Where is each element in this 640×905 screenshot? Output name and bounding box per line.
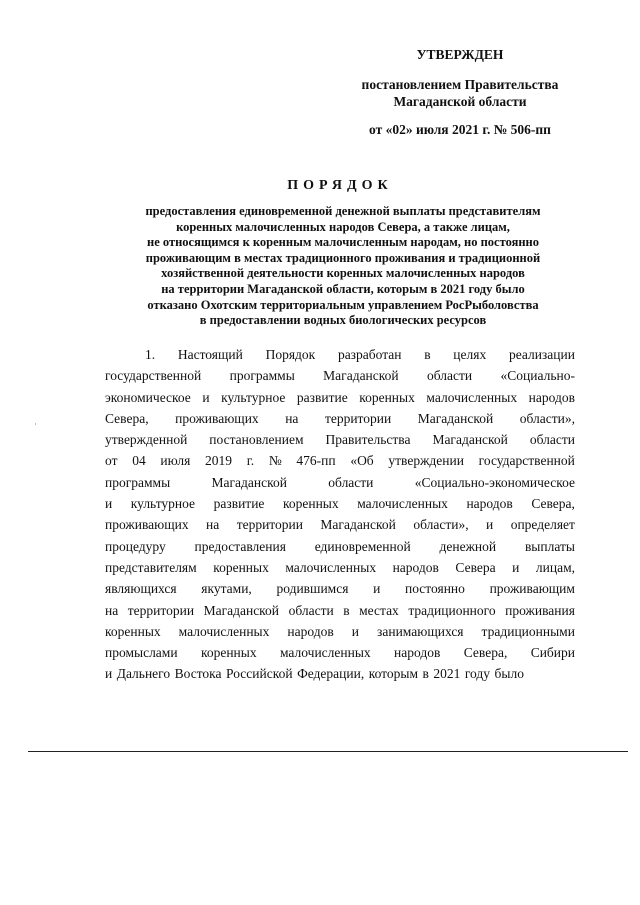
paragraph-word: Севера, xyxy=(531,496,575,512)
paragraph-line xyxy=(105,578,575,599)
paragraph-word: Правительства xyxy=(325,432,411,448)
paragraph-word: Дальнего xyxy=(116,666,171,682)
paragraph-word: № xyxy=(268,453,282,469)
paragraph-word: июля xyxy=(160,453,191,469)
subtitle-line: проживающим в местах традиционного проживания и традиционной xyxy=(145,250,541,265)
paragraph-word: представителям xyxy=(105,559,197,575)
paragraph-word: предоставления xyxy=(194,538,286,554)
paragraph-word: проживающих xyxy=(105,517,189,533)
paragraph-word: области xyxy=(529,432,575,448)
approval-heading: УТВЕРЖДЕН xyxy=(416,47,504,62)
paragraph-word: 2019 xyxy=(205,453,233,469)
paragraph-word: в xyxy=(343,602,350,618)
subtitle-line: на территории Магаданской области, которым в 2021 году было xyxy=(161,281,525,296)
paragraph-word: и xyxy=(105,666,113,682)
paragraph-word: 476-пп xyxy=(296,453,336,469)
paragraph-word: народов xyxy=(287,623,334,639)
scan-speck xyxy=(35,423,36,425)
paragraph-word: традиционного xyxy=(408,602,496,618)
paragraph-line xyxy=(105,493,575,514)
paragraph-word: местах xyxy=(359,602,399,618)
paragraph-line xyxy=(105,621,575,642)
paragraph-word: на xyxy=(206,517,220,533)
paragraph-line xyxy=(105,429,575,450)
paragraph-word: культурное xyxy=(130,496,196,512)
paragraph-line xyxy=(105,642,575,663)
paragraph-word: постановлением xyxy=(209,432,304,448)
paragraph-word: программы xyxy=(229,368,295,384)
paragraph-line xyxy=(105,387,575,408)
paragraph-line xyxy=(105,514,575,535)
document-body-paragraph xyxy=(105,344,575,685)
paragraph-word: проживающих xyxy=(175,410,259,426)
paragraph-word: Федерации, xyxy=(297,666,365,682)
paragraph-word: Магаданской xyxy=(432,432,508,448)
paragraph-word: Востока xyxy=(174,666,222,682)
paragraph-word: государственной xyxy=(478,453,575,469)
paragraph-word: развитие xyxy=(213,496,265,512)
paragraph-word: утвержденной xyxy=(105,432,188,448)
paragraph-word: родившимся xyxy=(276,581,349,597)
paragraph-word: Настоящий xyxy=(177,347,243,362)
paragraph-word: области», xyxy=(413,517,469,533)
paragraph-word: области xyxy=(328,474,374,490)
paragraph-word: Магаданской xyxy=(320,517,396,533)
paragraph-word: народов xyxy=(528,389,575,405)
paragraph-word: области», xyxy=(519,410,575,426)
paragraph-word: коренных xyxy=(200,645,257,661)
paragraph-line xyxy=(105,557,575,578)
paragraph-word: Севера, xyxy=(105,410,149,426)
paragraph-word: Сибири xyxy=(530,645,575,661)
paragraph-word: разработан xyxy=(337,347,402,362)
paragraph-word: которым xyxy=(368,666,418,682)
paragraph-word: г. xyxy=(246,453,255,469)
paragraph-word: определяет xyxy=(510,517,575,533)
approval-block xyxy=(330,46,590,138)
paragraph-word: развитие xyxy=(296,389,348,405)
paragraph-line xyxy=(105,472,575,493)
paragraph-word: в xyxy=(422,666,429,682)
document-subtitle xyxy=(105,204,581,329)
paragraph-word: постоянно xyxy=(404,581,465,597)
paragraph-word: малочисленных xyxy=(178,623,270,639)
paragraph-word: области xyxy=(288,602,334,618)
paragraph-word: 1. xyxy=(145,347,156,362)
paragraph-line xyxy=(105,344,575,365)
subtitle-line: в предоставлении водных биологических ресурсов xyxy=(199,313,487,328)
paragraph-word: и xyxy=(202,389,210,405)
paragraph-word: лицам, xyxy=(535,559,575,575)
paragraph-word: 04 xyxy=(132,453,146,469)
paragraph-word: Севера xyxy=(455,559,496,575)
paragraph-word: народов xyxy=(392,559,439,575)
paragraph-word: Севера, xyxy=(463,645,508,661)
paragraph-word: Магаданской xyxy=(417,410,494,426)
paragraph-word: проживания xyxy=(505,602,575,618)
subtitle-line: коренных малочисленных народов Севера, а также лицам, xyxy=(176,219,510,234)
paragraph-word: целях xyxy=(453,347,487,362)
paragraph-word: выплаты xyxy=(524,538,575,554)
subtitle-line: хозяйственной деятельности коренных малочисленных народов xyxy=(161,266,525,281)
paragraph-word: малочисленных xyxy=(279,645,371,661)
paragraph-line xyxy=(105,663,575,684)
paragraph-line xyxy=(105,536,575,557)
paragraph-word: государственной xyxy=(105,368,202,384)
paragraph-word: на xyxy=(105,602,119,618)
paragraph-word: территории xyxy=(127,602,195,618)
paragraph-word: культурное xyxy=(221,389,286,405)
paragraph-line xyxy=(105,450,575,471)
subtitle-line: отказано Охотским территориальным управлением РосРыболовства xyxy=(147,297,539,312)
paragraph-word: и xyxy=(373,581,381,597)
paragraph-word: территории xyxy=(324,410,392,426)
paragraph-word: программы xyxy=(105,474,171,490)
paragraph-word: занимающихся xyxy=(377,623,464,639)
paragraph-word: и xyxy=(512,559,520,575)
paragraph-word: коренных xyxy=(213,559,269,575)
paragraph-word: «Об xyxy=(350,453,374,469)
paragraph-word: народов xyxy=(466,496,513,512)
paragraph-word: проживающим xyxy=(489,581,575,597)
paragraph-word: Порядок xyxy=(265,347,316,362)
paragraph-word: коренных xyxy=(282,496,339,512)
paragraph-line xyxy=(105,408,575,429)
paragraph-word: и xyxy=(105,496,113,512)
page-footer-rule xyxy=(28,751,628,752)
paragraph-line xyxy=(105,600,575,621)
paragraph-word: Российской xyxy=(226,666,293,682)
paragraph-word: традиционными xyxy=(481,623,575,639)
approval-region-line: Магаданской области xyxy=(393,94,527,109)
paragraph-word: «Социально-экономическое xyxy=(414,474,575,490)
approval-authority-line: постановлением Правительства xyxy=(361,77,559,92)
paragraph-word: экономическое xyxy=(105,389,191,405)
paragraph-line xyxy=(105,365,575,386)
paragraph-word: единовременной xyxy=(314,538,411,554)
paragraph-word: реализации xyxy=(508,347,575,362)
paragraph-word: малочисленных xyxy=(285,559,377,575)
paragraph-word: процедуру xyxy=(105,538,166,554)
paragraph-word: и xyxy=(486,517,494,533)
subtitle-line: предоставления единовременной денежной выплаты представителям xyxy=(145,204,541,218)
paragraph-word: Магаданской xyxy=(203,602,280,618)
paragraph-word: малочисленных xyxy=(357,496,448,512)
paragraph-word: Магаданской xyxy=(323,368,399,384)
paragraph-word: области xyxy=(427,368,473,384)
paragraph-word: коренных xyxy=(105,623,161,639)
paragraph-word: территории xyxy=(236,517,303,533)
paragraph-word: утверждении xyxy=(388,453,464,469)
paragraph-word: «Социально- xyxy=(500,368,575,384)
paragraph-word: являющихся xyxy=(105,581,177,597)
paragraph-word: промыслами xyxy=(105,645,178,661)
paragraph-word: Магаданской xyxy=(211,474,287,490)
paragraph-word: году xyxy=(464,666,491,682)
paragraph-word: коренных xyxy=(359,389,415,405)
document-title: ПОРЯДОК xyxy=(287,178,393,193)
paragraph-word: на xyxy=(285,410,299,426)
paragraph-word: денежной xyxy=(439,538,497,554)
paragraph-word: малочисленных xyxy=(426,389,518,405)
paragraph-word: 2021 xyxy=(433,666,461,682)
paragraph-word: в xyxy=(424,347,431,362)
subtitle-line: не относящимся к коренным малочисленным народам, но постоянно xyxy=(147,235,539,250)
paragraph-word: и xyxy=(351,623,359,639)
paragraph-word: народов xyxy=(394,645,441,661)
paragraph-word: от xyxy=(105,453,118,469)
approval-date-line: от «02» июля 2021 г. № 506-пп xyxy=(369,122,551,137)
paragraph-word: было xyxy=(494,666,524,682)
paragraph-word: якутами, xyxy=(201,581,252,597)
